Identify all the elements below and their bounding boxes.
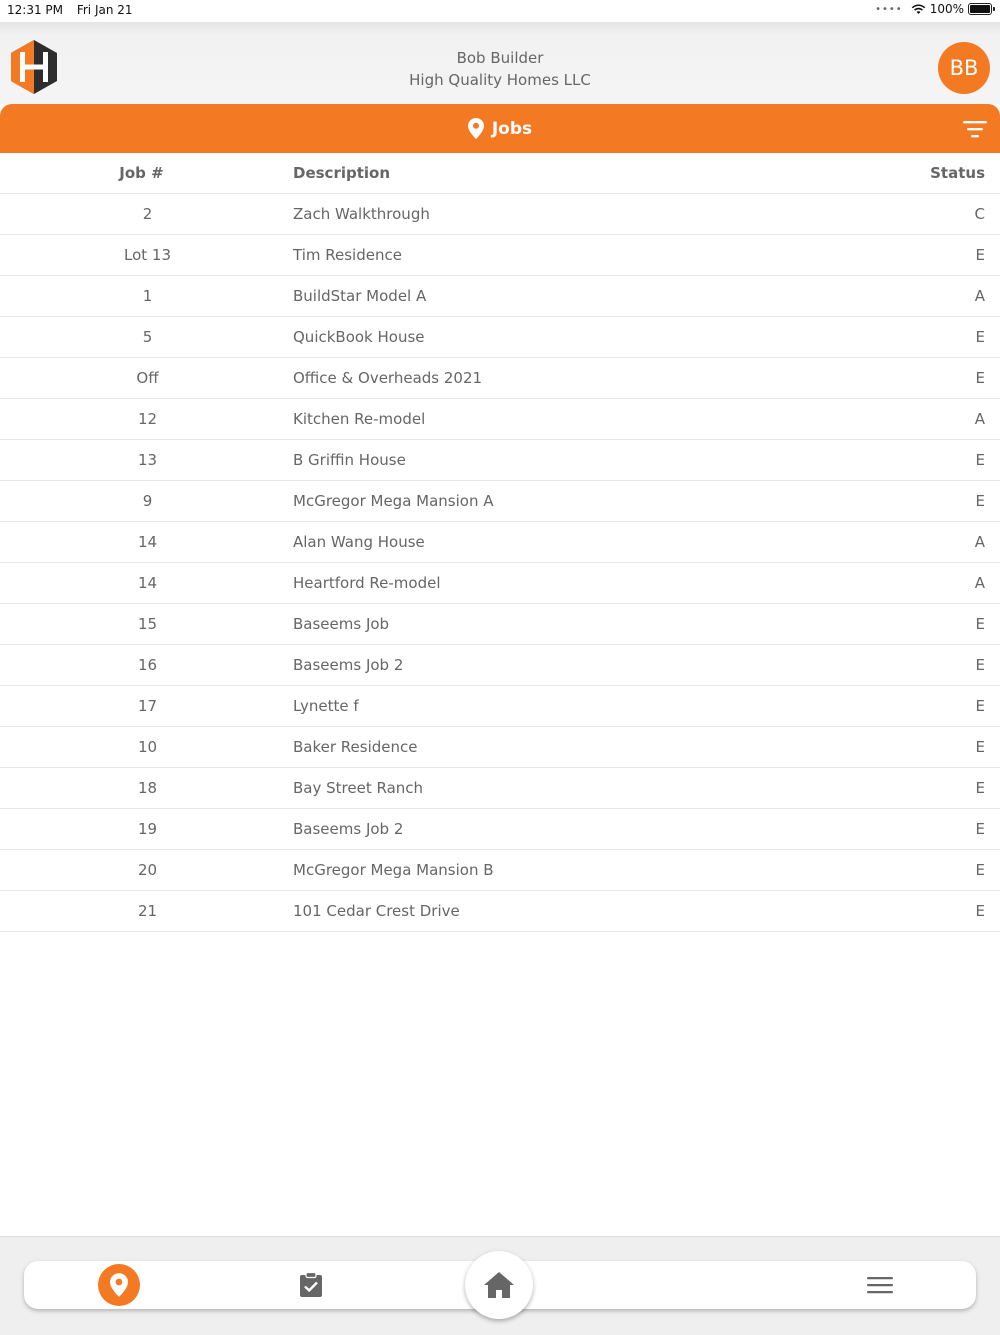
app-logo-icon: [10, 40, 58, 94]
page-title: [468, 118, 532, 139]
company-name: High Quality Homes LLC: [409, 71, 591, 89]
table-row[interactable]: [0, 809, 1000, 850]
status-cell: E: [975, 738, 985, 756]
job-number-cell: 20: [137, 861, 158, 879]
status-cell: A: [974, 287, 985, 305]
description-cell: Tim Residence: [293, 246, 402, 264]
status-cell: E: [975, 697, 985, 715]
avatar[interactable]: BB: [938, 42, 990, 94]
description-cell: QuickBook House: [293, 328, 425, 346]
status-cell: E: [975, 861, 985, 879]
job-number-cell: 18: [137, 779, 158, 797]
description-cell: Baker Residence: [293, 738, 418, 756]
job-number-cell: 10: [137, 738, 158, 756]
status-cell: E: [975, 820, 985, 838]
job-number-cell: 13: [137, 451, 158, 469]
status-left: [7, 3, 143, 17]
table-row[interactable]: [0, 563, 1000, 604]
job-number-cell: 14: [137, 533, 158, 551]
status-date: Fri Jan 21: [76, 3, 133, 17]
job-number-cell: 12: [137, 410, 158, 428]
description-cell: Zach Walkthrough: [293, 205, 430, 223]
user-name: Bob Builder: [456, 49, 544, 67]
job-number-cell: 15: [137, 615, 158, 633]
clipboard-check-icon: [299, 1272, 323, 1298]
description-cell: Bay Street Ranch: [293, 779, 424, 797]
jobs-table: [0, 153, 1000, 932]
job-number-cell: Lot 13: [123, 246, 171, 264]
table-row[interactable]: [0, 440, 1000, 481]
location-pin-icon: [110, 1273, 128, 1297]
job-number-cell: 16: [137, 656, 158, 674]
table-row[interactable]: [0, 727, 1000, 768]
description-cell: McGregor Mega Mansion A: [293, 492, 494, 510]
status-cell: C: [974, 205, 985, 223]
status-time: 12:31 PM: [7, 3, 63, 17]
table-row[interactable]: [0, 235, 1000, 276]
description-cell: McGregor Mega Mansion B: [293, 861, 494, 879]
filter-icon[interactable]: [962, 118, 988, 140]
battery-icon: [968, 3, 992, 15]
job-number-cell: Off: [136, 369, 159, 387]
column-header-status[interactable]: Status: [930, 164, 985, 182]
table-row[interactable]: [0, 686, 1000, 727]
table-row[interactable]: [0, 194, 1000, 235]
table-header: [0, 153, 1000, 194]
status-cell: E: [975, 246, 985, 264]
description-cell: Alan Wang House: [293, 533, 425, 551]
table-row[interactable]: [0, 604, 1000, 645]
description-cell: B Griffin House: [293, 451, 406, 469]
status-cell: E: [975, 779, 985, 797]
description-cell: Kitchen Re-model: [293, 410, 426, 428]
status-cell: E: [975, 615, 985, 633]
column-header-job-number[interactable]: Job #: [119, 164, 164, 182]
status-bar: [0, 0, 1000, 22]
description-cell: Baseems Job: [293, 615, 390, 633]
table-body: [0, 194, 1000, 932]
status-cell: A: [974, 533, 985, 551]
location-pin-icon: [468, 118, 484, 139]
column-header-description[interactable]: Description: [293, 164, 391, 182]
signal-icon: ••••: [875, 3, 903, 15]
page-title-text: Jobs: [491, 118, 533, 139]
status-cell: E: [975, 492, 985, 510]
job-number-cell: 5: [142, 328, 153, 346]
table-row[interactable]: [0, 768, 1000, 809]
battery-percent: 100%: [929, 2, 964, 16]
nav-home-button[interactable]: [465, 1251, 533, 1319]
description-cell: BuildStar Model A: [293, 287, 427, 305]
description-cell: 101 Cedar Crest Drive: [293, 902, 460, 920]
status-cell: E: [975, 369, 985, 387]
job-number-cell: 19: [137, 820, 158, 838]
status-cell: E: [975, 328, 985, 346]
wifi-icon: [911, 4, 926, 15]
home-icon: [483, 1271, 515, 1299]
table-row[interactable]: [0, 645, 1000, 686]
status-right: [875, 2, 992, 16]
job-number-cell: 17: [137, 697, 158, 715]
job-number-cell: 1: [142, 287, 153, 305]
menu-icon: [866, 1275, 894, 1295]
status-cell: A: [974, 574, 985, 592]
job-number-cell: 9: [142, 492, 153, 510]
status-cell: E: [975, 656, 985, 674]
status-cell: A: [974, 410, 985, 428]
table-row[interactable]: [0, 850, 1000, 891]
user-info: [300, 47, 700, 91]
table-row[interactable]: [0, 891, 1000, 932]
nav-tasks-button[interactable]: [296, 1270, 326, 1300]
jobs-title-bar: [0, 104, 1000, 153]
description-cell: Office & Overheads 2021: [293, 369, 483, 387]
description-cell: Heartford Re-model: [293, 574, 441, 592]
bottom-nav-area: [0, 1236, 1000, 1335]
description-cell: Baseems Job 2: [293, 820, 404, 838]
job-number-cell: 21: [137, 902, 158, 920]
bottom-nav: [24, 1261, 976, 1309]
nav-menu-button[interactable]: [862, 1271, 898, 1299]
table-row[interactable]: [0, 481, 1000, 522]
job-number-cell: 14: [137, 574, 158, 592]
app-header: [0, 22, 1000, 104]
status-cell: E: [975, 451, 985, 469]
table-row[interactable]: [0, 522, 1000, 563]
status-cell: E: [975, 902, 985, 920]
table-row[interactable]: [0, 358, 1000, 399]
description-cell: Lynette f: [293, 697, 359, 715]
nav-jobs-button[interactable]: [98, 1264, 140, 1306]
job-number-cell: 2: [142, 205, 153, 223]
table-row[interactable]: [0, 317, 1000, 358]
table-row[interactable]: [0, 276, 1000, 317]
table-row[interactable]: [0, 399, 1000, 440]
description-cell: Baseems Job 2: [293, 656, 404, 674]
